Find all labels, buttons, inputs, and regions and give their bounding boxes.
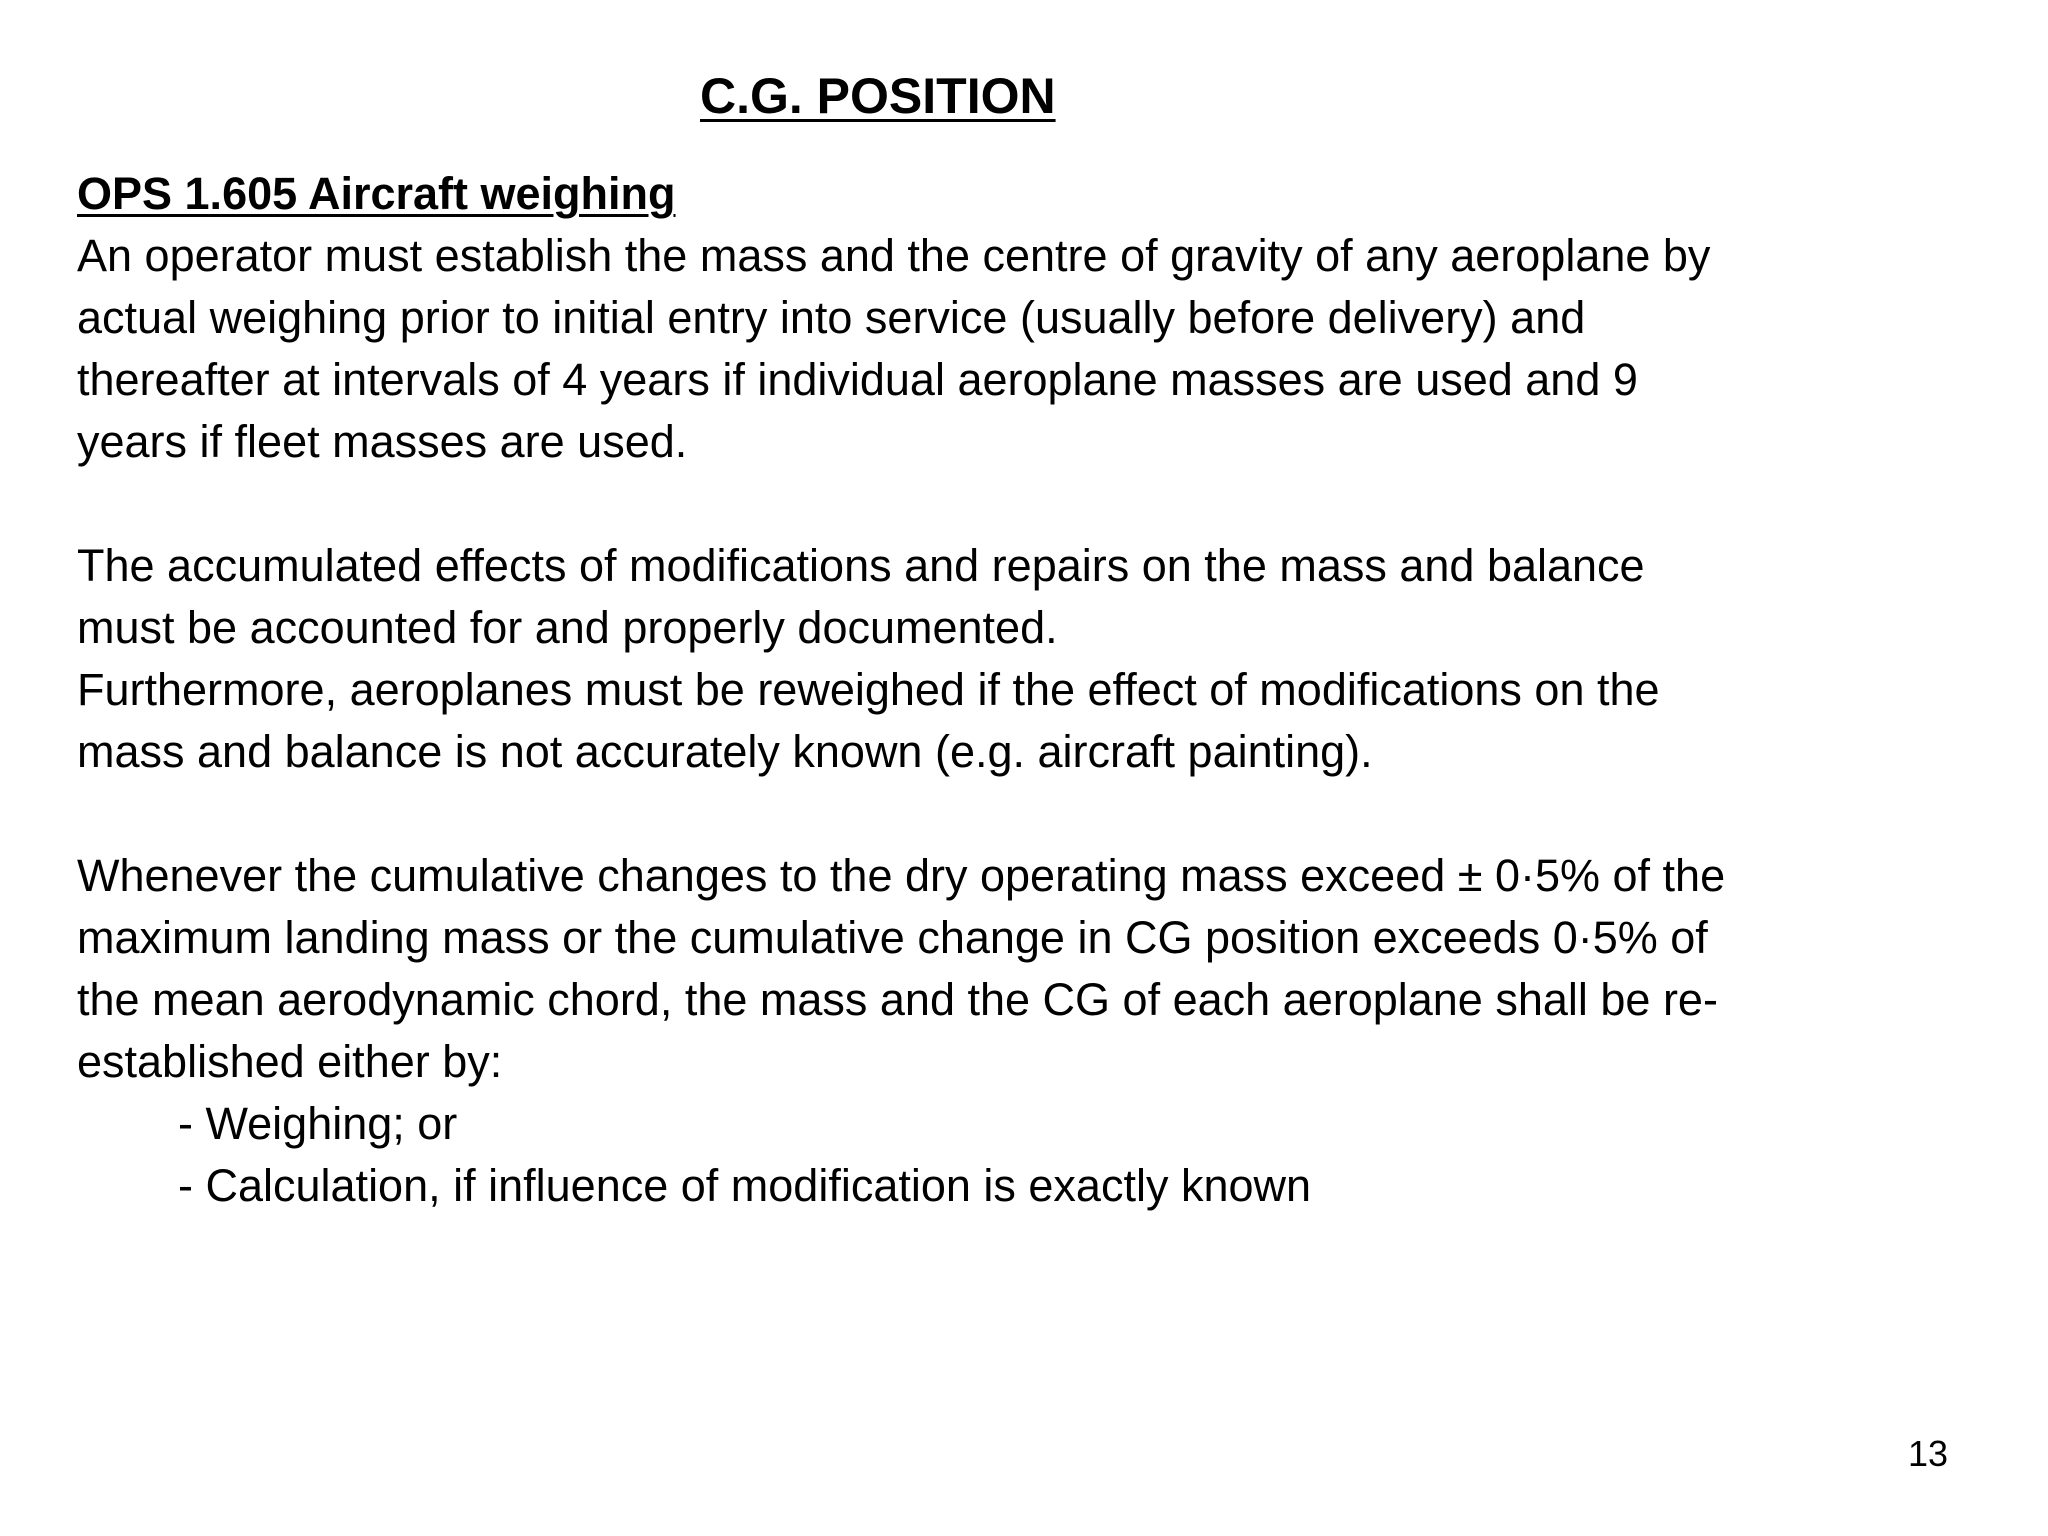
page-number: 13 bbox=[1908, 1433, 1949, 1474]
paragraph-weighing-requirement: An operator must establish the mass and the centre of gravity of any aeroplane by actual weighing prior to initial entry into service (usually before delivery) and thereafter at intervals of 4 years if individual aeroplane masses are used and 9 years if fleet masses are used. bbox=[77, 230, 1711, 467]
list-item: - Calculation, if influence of modification is exactly known bbox=[178, 1160, 1312, 1211]
slide-title: C.G. POSITION bbox=[700, 68, 1056, 124]
paragraph-spacer bbox=[77, 783, 1997, 845]
slide-body bbox=[77, 163, 1997, 1217]
paragraph-reweighing: Furthermore, aeroplanes must be reweighed if the effect of modifications on the mass and balance is not accurately known (e.g. aircraft painting). bbox=[77, 664, 1660, 777]
paragraph-modifications: The accumulated effects of modifications and repairs on the mass and balance must be accounted for and properly documented. bbox=[77, 540, 1645, 653]
paragraph-cumulative-changes: Whenever the cumulative changes to the dry operating mass exceed ± 0·5% of the maximum landing mass or the cumulative change in CG position exceeds 0·5% of the mean aerodynamic chord, the mass and the CG of each aeroplane shall be re- established either by: bbox=[77, 850, 1726, 1087]
paragraph-spacer bbox=[77, 473, 1997, 535]
list-item: - Weighing; or bbox=[178, 1098, 458, 1149]
section-heading: OPS 1.605 Aircraft weighing bbox=[77, 168, 676, 219]
